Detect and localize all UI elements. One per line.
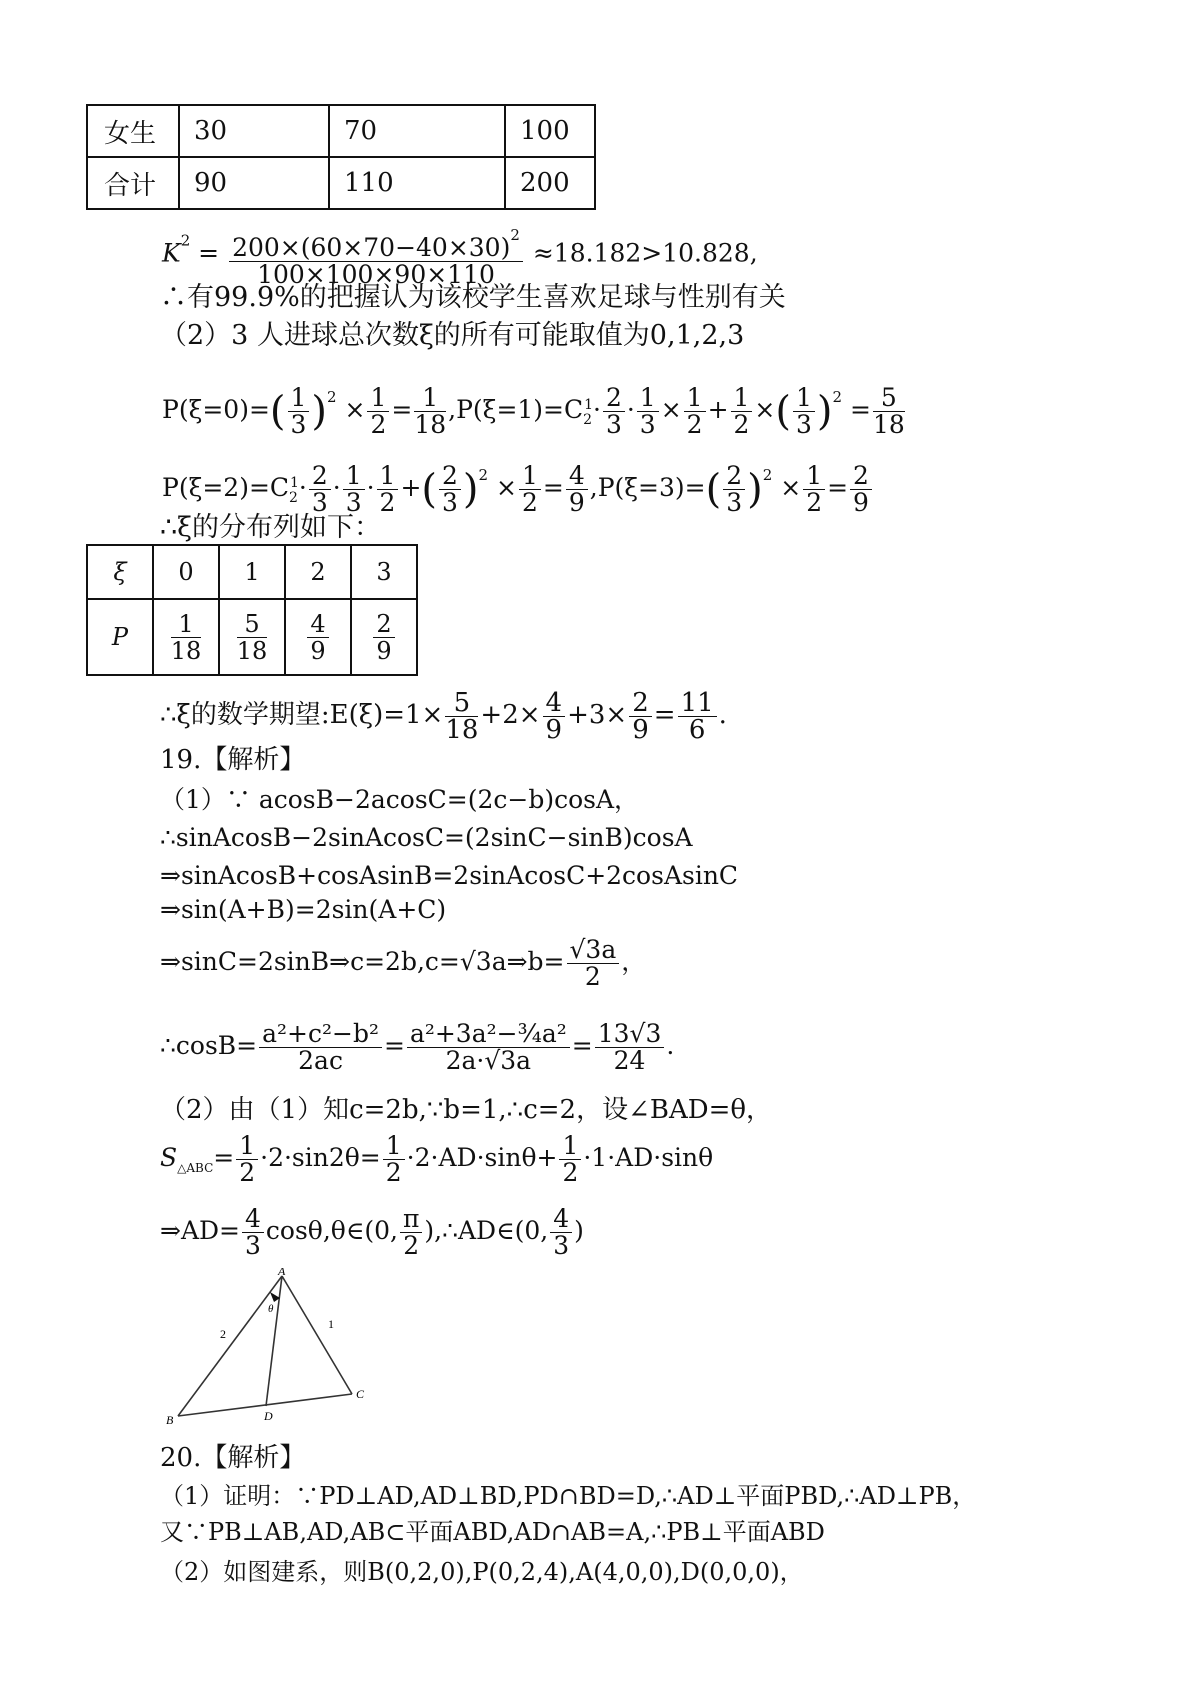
- q19-line-4: ⇒sin(A+B)=2sin(A+C): [160, 895, 447, 924]
- k2-fraction: $\frac{200\times(60\times 70-40\times 30)^2}{100\times 100\times 90\times 110}$: [229, 222, 523, 288]
- table-cell: ξ: [87, 545, 153, 599]
- table-cell: 3: [351, 545, 417, 599]
- probability-line-1: P(ξ=0)=( $\frac{1}{3}$ )$^2$ × $\frac{1}{2}$ = $\frac{1}{18}$ $,P(\xi=1)=C_2^1\cdot$ $\frac{2}{3}$ · $\frac{1}{3}$ × $\frac{1}{2}$ + $\frac{1}{2}$ ×( $\frac{1}{3}$ )$^2$ = $\frac{5}{18}$: [162, 383, 905, 439]
- label-c: C: [356, 1387, 365, 1401]
- table-cell: $\frac{5}{18}$: [219, 599, 285, 675]
- q19-line-9: ⇒AD= $\frac{4}{3}$ cosθ,θ∈(0, $\frac{\pi}{2}$ ),∴AD∈(0, $\frac{4}{3}$ ): [160, 1204, 584, 1260]
- table-cell: 110: [329, 157, 505, 209]
- table-row: [87, 599, 417, 675]
- q20-header: 20.【解析】: [160, 1443, 306, 1473]
- expectation-line: ∴ξ的数学期望:E(ξ)=1× $\frac{5}{18}$ +2× $\frac{4}{9}$ +3× $\frac{2}{9}$ = $\frac{11}{6}$ .: [160, 687, 727, 745]
- conclusion-line: ∴有99.9%的把握认为该校学生喜欢足球与性别有关: [160, 282, 786, 313]
- table-cell: 0: [153, 545, 219, 599]
- q19-line-7: （2）由（1）知c=2b,∵b=1,∴c=2，设∠BAD=θ，: [160, 1095, 773, 1125]
- part2-intro: （2）3 人进球总次数ξ的所有可能取值为0,1,2,3: [160, 320, 745, 351]
- q19-line-1: （1）∵ acosB−2acosC=(2c−b)cosA，: [160, 785, 640, 814]
- table-row: [87, 157, 595, 209]
- table-cell: $\frac{1}{18}$: [153, 599, 219, 675]
- k2-formula: $K^2$ = $\frac{200\times(60\times 70-40\times 30)^2}{100\times 100\times 90\times 110}$ ≈18.182>10.828,: [162, 222, 758, 288]
- label-theta: θ: [268, 1303, 274, 1315]
- q19-line-5: ⇒sinC=2sinB⇒c=2b,c=√3a⇒b= $\frac{√3a}{2}$ ，: [160, 935, 647, 991]
- table-cell: 合计: [87, 157, 179, 209]
- label-side-ab: 2: [220, 1327, 226, 1341]
- distribution-table: [86, 544, 418, 676]
- table-cell: $\frac{4}{9}$: [285, 599, 351, 675]
- q19-line-8: $S_{\triangle ABC}=$ $\frac{1}{2}$ ·2·sin2θ= $\frac{1}{2}$ ·2·AD·sinθ+ $\frac{1}{2}$ ·1·AD·sinθ: [160, 1131, 714, 1187]
- table-row: [87, 545, 417, 599]
- label-d: D: [264, 1409, 273, 1423]
- table-cell: 2: [285, 545, 351, 599]
- label-b: B: [166, 1413, 174, 1427]
- table-cell: 女生: [87, 105, 179, 157]
- table-row: [87, 105, 595, 157]
- table-cell: 200: [505, 157, 595, 209]
- q19-header: 19.【解析】: [160, 745, 306, 775]
- table-cell: 1: [219, 545, 285, 599]
- triangle-diagram: [160, 1268, 380, 1428]
- distribution-title: ∴ξ的分布列如下：: [160, 512, 382, 543]
- q20-line-3: （2）如图建系，则B(0,2,0),P(0,2,4),A(4,0,0),D(0,0,0)，: [160, 1558, 804, 1586]
- label-side-ac: 1: [328, 1317, 334, 1331]
- table-cell: P: [87, 599, 153, 675]
- table-cell: 90: [179, 157, 329, 209]
- table-cell: 100: [505, 105, 595, 157]
- table-cell: 70: [329, 105, 505, 157]
- label-a: A: [278, 1268, 286, 1278]
- probability-line-2: $P(\xi=2)=C_2^1\cdot$ $\frac{2}{3}$ · $\frac{1}{3}$ · $\frac{1}{2}$ +( $\frac{2}{3}$ )$^2$ × $\frac{1}{2}$ = $\frac{4}{9}$ ,P(ξ=3)=( $\frac{2}{3}$ )$^2$ × $\frac{1}{2}$ = $\frac{2}{9}$: [162, 440, 874, 510]
- contingency-table: [86, 104, 596, 210]
- q20-line-2: 又∵PB⊥AB,AD,AB⊂平面ABD,AD∩AB=A,∴PB⊥平面ABD: [160, 1518, 825, 1546]
- table-cell: $\frac{2}{9}$: [351, 599, 417, 675]
- q19-line-2: ∴sinAcosB−2sinAcosC=(2sinC−sinB)cosA: [160, 823, 693, 852]
- q19-line-6: ∴cosB= $\frac{\text{a²+c²−b²}}{2ac}$ = $\frac{\text{a²+3a²−¾a²}}{2a\cdot√3a}$ = $\frac{13√3}{24}$ .: [160, 1019, 675, 1075]
- table-cell: 30: [179, 105, 329, 157]
- q19-line-3: ⇒sinAcosB+cosAsinB=2sinAcosC+2cosAsinC: [160, 861, 739, 890]
- q20-line-1: （1）证明：∵PD⊥AD,AD⊥BD,PD∩BD=D,∴AD⊥平面PBD,∴AD⊥PB，: [160, 1482, 977, 1510]
